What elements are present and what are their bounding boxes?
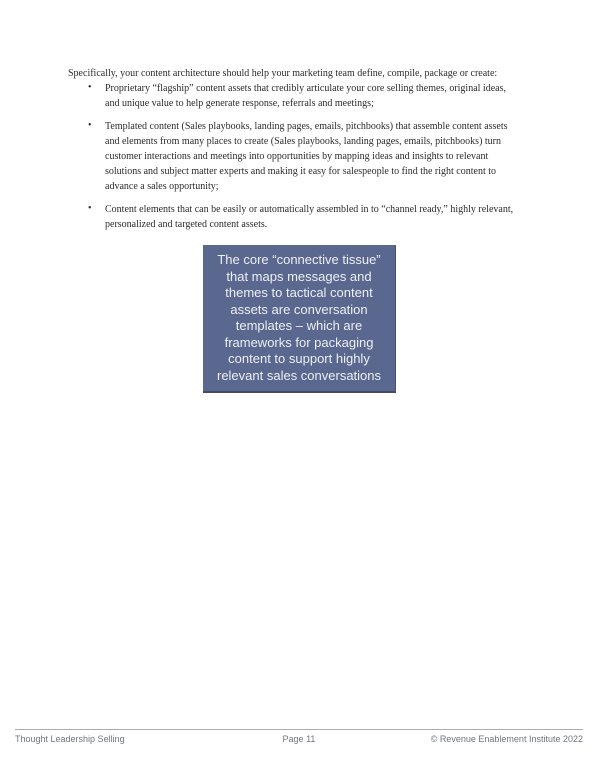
bullet-item-text: Templated content (Sales playbooks, landing pages, emails, pitchbooks) that assemble content assets and elements from many places to create (Sales playbooks, landing pages, emails, pitchbooks) turn customer interactions and meetings into opportunities by mapping ideas and insights to relevant solutions and subject matter experts and making it easy for salespeople to find the right content to advance a sales opportunity; — [105, 121, 508, 192]
footer-document-title: Thought Leadership Selling — [15, 734, 125, 744]
footer-page-number: Page 11 — [282, 734, 316, 744]
bullet-list — [68, 81, 520, 232]
bullet-item-text: Proprietary “flagship” content assets that credibly articulate your core selling themes, original ideas, and unique value to help generate response, referrals and meetings; — [105, 83, 506, 109]
footer-divider — [15, 729, 583, 730]
callout-text: The core “connective tissue” that maps messages and themes to tactical content assets are conversation templates – which are frameworks for packaging content to support highly relevant sales conversations — [216, 252, 382, 383]
body-text-block — [68, 66, 520, 232]
bullet-item — [68, 119, 518, 194]
bullet-item-text: Content elements that can be easily or automatically assembled in to “channel ready,” highly relevant, personalized and targeted content assets. — [105, 204, 514, 230]
bullet-icon: • — [88, 120, 92, 131]
footer-copyright: © Revenue Enablement Institute 2022 — [430, 734, 583, 744]
callout-box — [203, 245, 396, 393]
bullet-icon: • — [88, 203, 92, 214]
page-footer — [15, 733, 583, 745]
bullet-icon: • — [88, 82, 92, 93]
intro-paragraph: Specifically, your content architecture should help your marketing team define, compile, package or create: — [68, 68, 498, 79]
bullet-item — [68, 81, 518, 111]
bullet-item — [68, 202, 518, 232]
